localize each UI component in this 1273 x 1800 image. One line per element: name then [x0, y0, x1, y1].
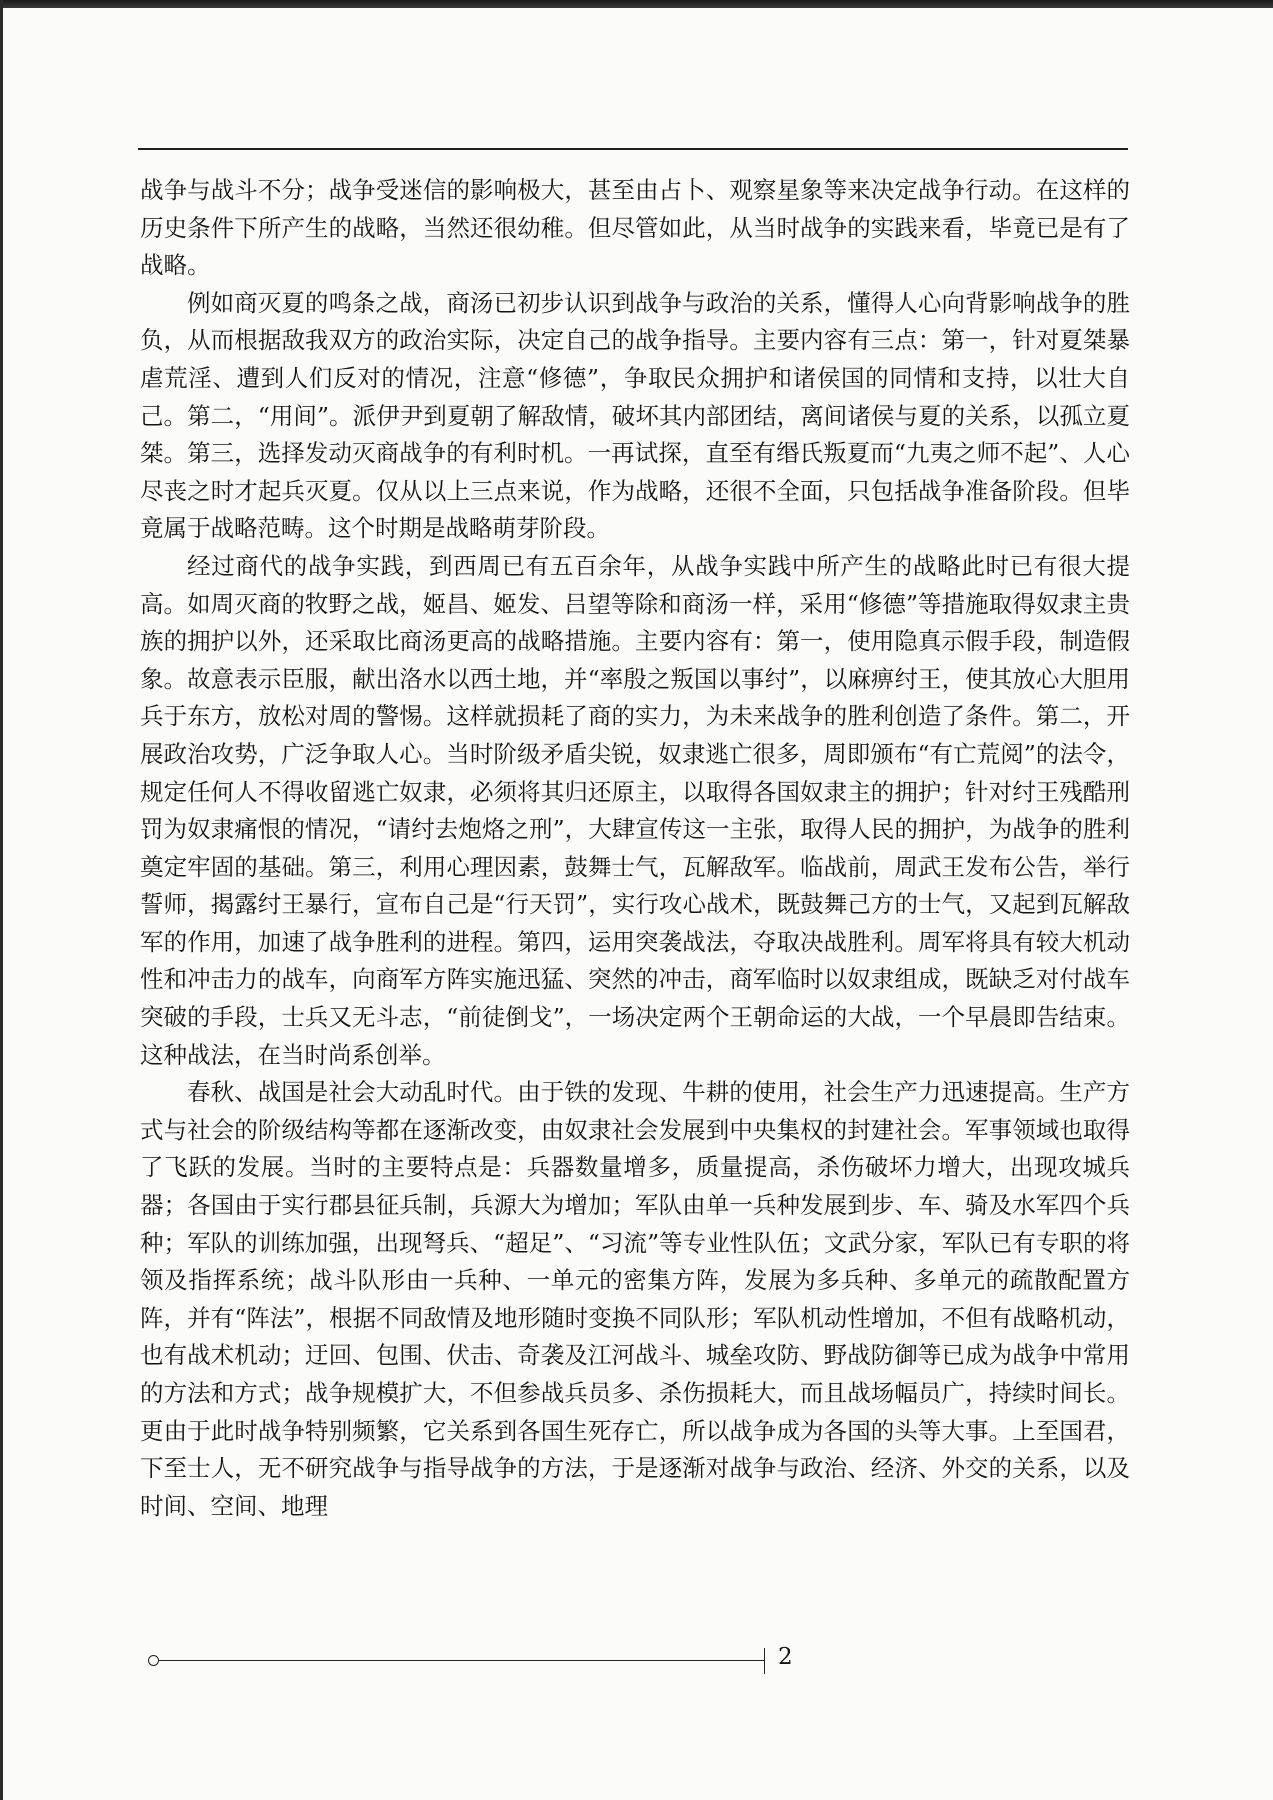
footer-tick — [764, 1648, 765, 1674]
page-number: 2 — [778, 1644, 793, 1670]
paragraph-3: 经过商代的战争实践，到西周已有五百余年，从战争实践中所产生的战略此时已有很大提高。如周灭商的牧野之战，姬昌、姬发、吕望等除和商汤一样，采用“修德”等措施取得奴隶主贵族的拥护以外，还采取比商汤更高的战略措施。主要内容有：第一，使用隐真示假手段，制造假象。故意表示臣服，献出洛水以西土地，并“率殷之叛国以事纣”，以麻痹纣王，使其放心大胆用兵于东方，放松对周的警惕。这样就损耗了商的实力，为未来战争的胜利创造了条件。第二，开展政治攻势，广泛争取人心。当时阶级矛盾尖锐，奴隶逃亡很多，周即颁布“有亡荒阅”的法令，规定任何人不得收留逃亡奴隶，必须将其归还原主，以取得各国奴隶主的拥护；针对纣王残酷刑罚为奴隶痛恨的情况，“请纣去炮烙之刑”，大肆宣传这一主张，取得人民的拥护，为战争的胜利奠定牢固的基础。第三，利用心理因素，鼓舞士气，瓦解敌军。临战前，周武王发布公告，举行誓师，揭露纣王暴行，宣布自己是“行天罚”，实行攻心战术，既鼓舞己方的士气，又起到瓦解敌军的作用，加速了战争胜利的进程。第四，运用突袭战法，夺取决战胜利。周军将具有较大机动性和冲击力的战车，向商军方阵实施迅猛、突然的冲击，商军临时以奴隶组成，既缺乏对付战车突破的手段，士兵又无斗志，“前徒倒戈”，一场决定两个王朝命运的大战，一个早晨即告结束。这种战法，在当时尚系创举。 — [140, 551, 1130, 1069]
footer-rule — [159, 1660, 764, 1661]
header-rule — [138, 148, 1128, 150]
paragraph-2: 例如商灭夏的鸣条之战，商汤已初步认识到战争与政治的关系，懂得人心向背影响战争的胜负，从而根据敌我双方的政治实际，决定自己的战争指导。主要内容有三点：第一，针对夏桀暴虐荒淫、遭到人们反对的情况，注意“修德”，争取民众拥护和诸侯国的同情和支持，以壮大自己。第二，“用间”。派伊尹到夏朝了解敌情，破坏其内部团结，离间诸侯与夏的关系，以孤立夏桀。第三，选择发动灭商战争的有利时机。一再试探，直至有缗氏叛夏而“九夷之师不起”、人心尽丧之时才起兵灭夏。仅从以上三点来说，作为战略，还很不全面，只包括战争准备阶段。但毕竟属于战略范畴。这个时期是战略萌芽阶段。 — [140, 288, 1130, 543]
scan-top-edge — [0, 0, 1273, 8]
page-footer — [148, 1644, 793, 1676]
paragraph-1: 战争与战斗不分；战争受迷信的影响极大，甚至由占卜、观察星象等来决定战争行动。在这样的历史条件下所产生的战略，当然还很幼稚。但尽管如此，从当时战争的实践来看，毕竟已是有了战略。 — [140, 176, 1130, 280]
paragraph-4: 春秋、战国是社会大动乱时代。由于铁的发现、牛耕的使用，社会生产力迅速提高。生产方式与社会的阶级结构等都在逐渐改变，由奴隶社会发展到中央集权的封建社会。军事领域也取得了飞跃的发展。当时的主要特点是：兵器数量增多，质量提高，杀伤破坏力增大，出现攻城兵器；各国由于实行郡县征兵制，兵源大为增加；军队由单一兵种发展到步、车、骑及水军四个兵种；军队的训练加强，出现弩兵、“超足”、“习流”等专业性队伍；文武分家，军队已有专职的将领及指挥系统；战斗队形由一兵种、一单元的密集方阵，发展为多兵种、多单元的疏散配置方阵，并有“阵法”，根据不同敌情及地形随时变换不同队形；军队机动性增加，不但有战略机动，也有战术机动；迂回、包围、伏击、奇袭及江河战斗、城垒攻防、野战防御等已成为战争中常用的方法和方式；战争规模扩大，不但参战兵员多、杀伤损耗大，而且战场幅员广，持续时间长。更由于此时战争特别频繁，它关系到各国生死存亡，所以战争成为各国的头等大事。上至国君，下至士人，无不研究战争与指导战争的方法，于是逐渐对战争与政治、经济、外交的关系，以及时间、空间、地理 — [140, 1078, 1130, 1520]
scan-left-edge — [0, 0, 3, 1800]
body-text — [140, 172, 1130, 1525]
footer-circle-ornament — [148, 1655, 159, 1666]
